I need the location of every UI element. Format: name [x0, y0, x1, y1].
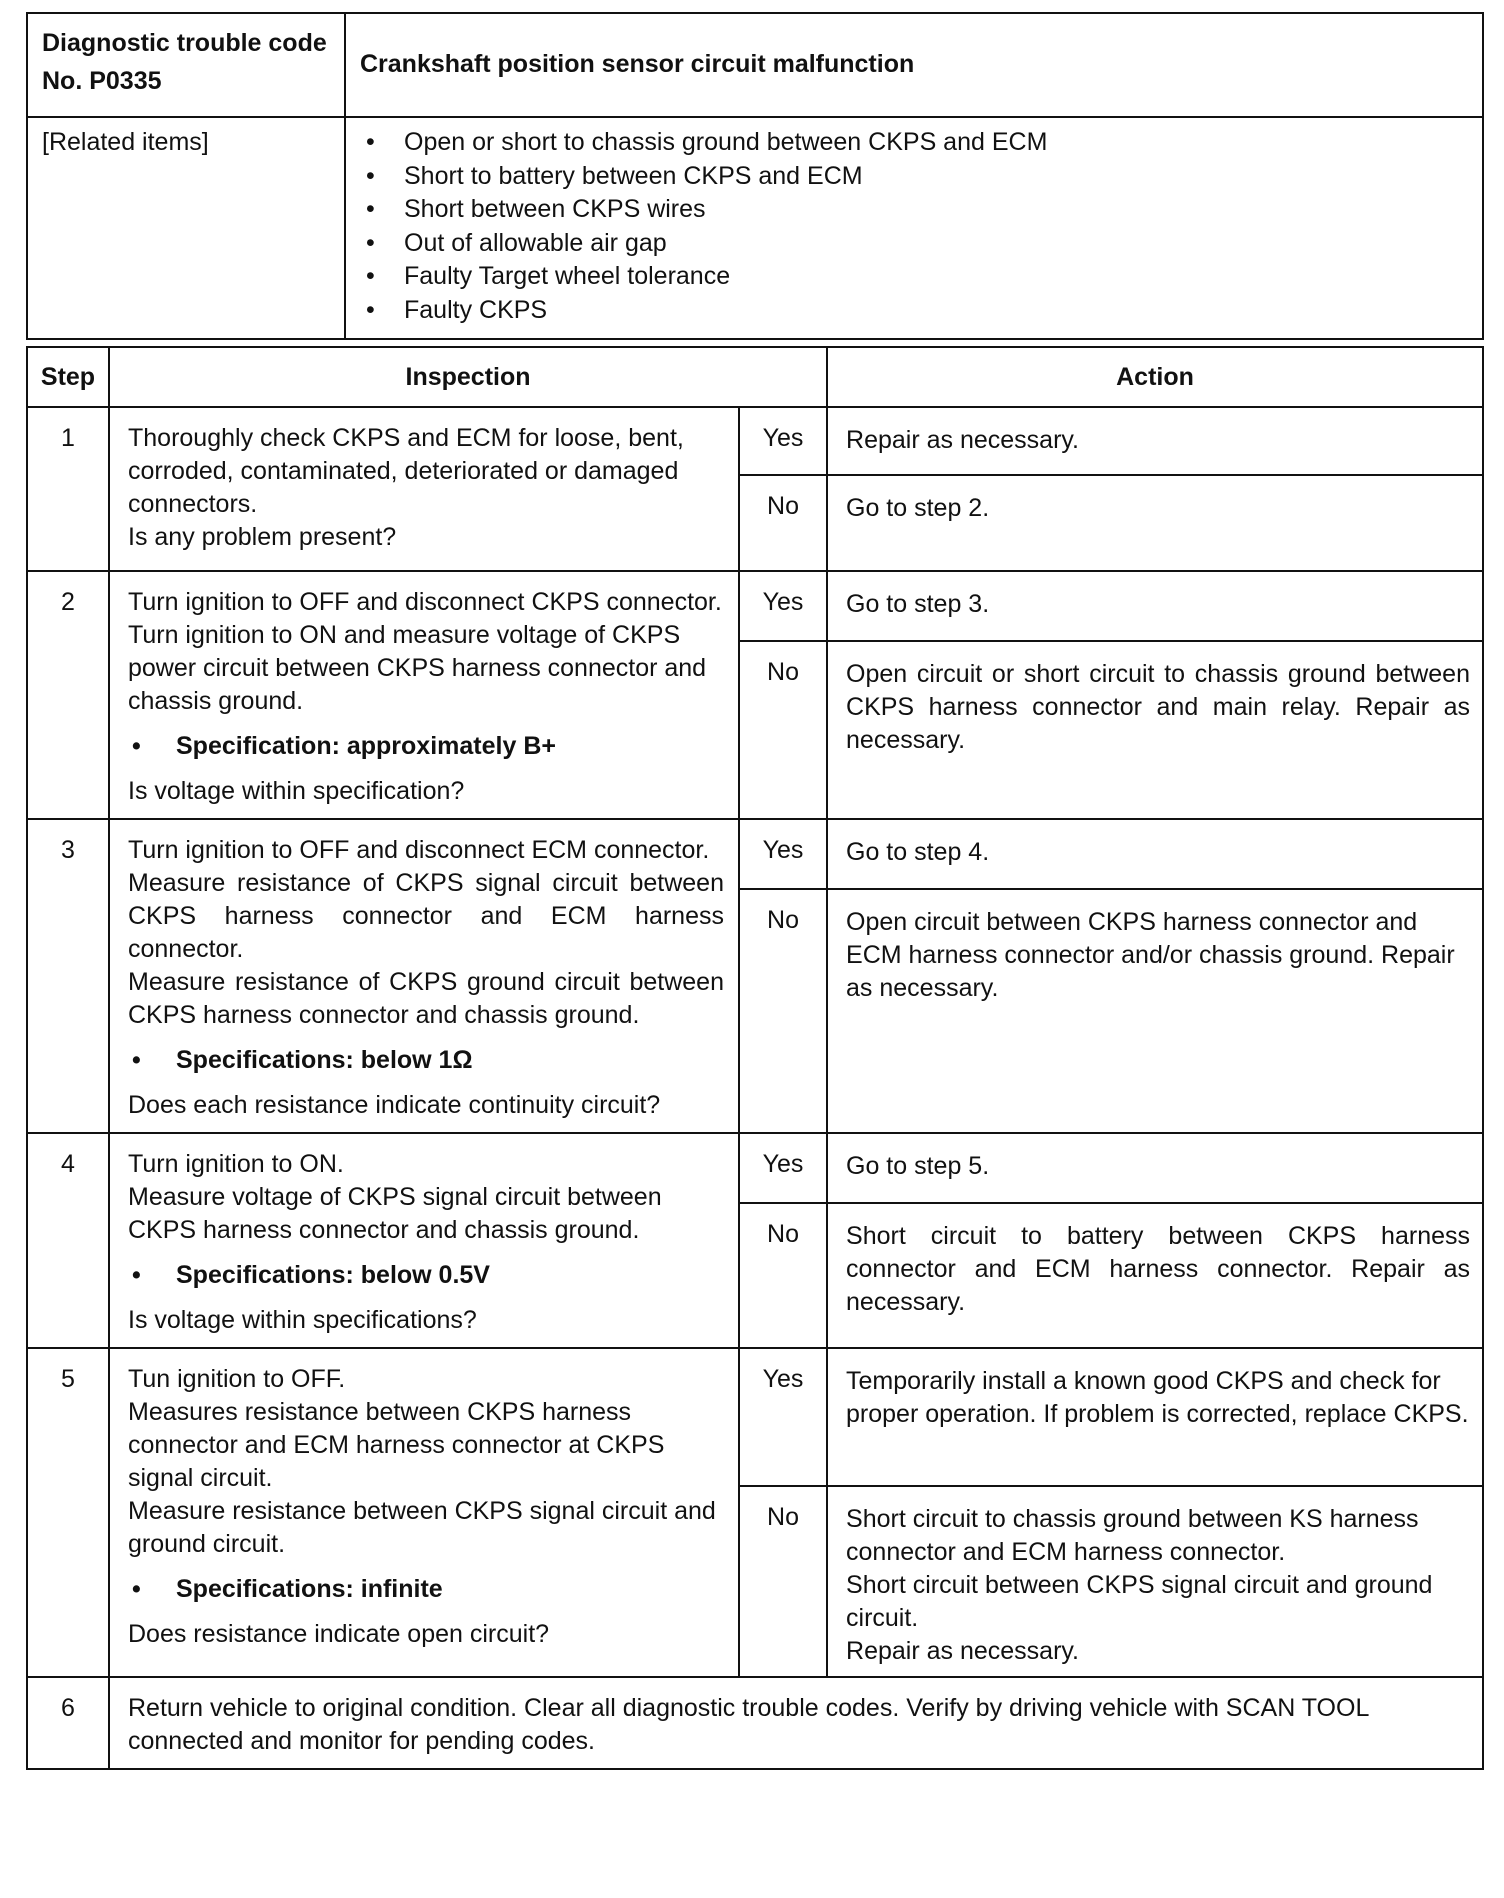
- inspection-text: Measure resistance of CKPS signal circuit between CKPS harness connector and ECM harness connector.: [128, 869, 724, 963]
- step-row: [27, 819, 1483, 889]
- step-number: 5: [27, 1348, 109, 1677]
- related-item: • Faulty CKPS: [360, 294, 1468, 328]
- dtc-title: Crankshaft position sensor circuit malfunction: [345, 13, 1483, 117]
- diagnostic-steps-table: [26, 346, 1484, 1770]
- inspection-text: Tun ignition to OFF.: [128, 1365, 346, 1393]
- no-label: No: [739, 1486, 827, 1677]
- no-action: Open circuit or short circuit to chassis ground between CKPS harness connector and main relay. Repair as necessary.: [827, 641, 1483, 819]
- yes-label: Yes: [739, 407, 827, 475]
- inspection-text: Turn ignition to ON.: [128, 1150, 344, 1178]
- no-label: No: [739, 641, 827, 819]
- related-item: • Short between CKPS wires: [360, 193, 1468, 227]
- yes-action: Go to step 3.: [827, 571, 1483, 641]
- step-row: [27, 1348, 1483, 1486]
- table-header-row: [27, 347, 1483, 407]
- specification: • Specifications: below 1Ω: [128, 1044, 724, 1077]
- no-action: [827, 1486, 1483, 1677]
- step-row: [27, 407, 1483, 475]
- no-action-line: Repair as necessary.: [846, 1637, 1079, 1665]
- step-number: 2: [27, 571, 109, 819]
- inspection-text: Measure voltage of CKPS signal circuit between CKPS harness connector and chassis ground.: [128, 1183, 662, 1244]
- related-item: • Faulty Target wheel tolerance: [360, 260, 1468, 294]
- inspection-text: Measure resistance between CKPS signal circuit and ground circuit.: [128, 1497, 716, 1558]
- column-header-inspection: Inspection: [109, 347, 827, 407]
- column-header-action: Action: [827, 347, 1483, 407]
- inspection-text: Turn ignition to OFF and disconnect CKPS connector.: [128, 588, 722, 616]
- dtc-sheet: [26, 12, 1484, 1770]
- related-items-list: [360, 126, 1468, 327]
- step-row: [27, 1133, 1483, 1203]
- no-action: Open circuit between CKPS harness connector and ECM harness connector and/or chassis ground. Repair as necessary.: [827, 889, 1483, 1133]
- step-final-text: Return vehicle to original condition. Clear all diagnostic trouble codes. Verify by driving vehicle with SCAN TOOL connected and monitor for pending codes.: [109, 1677, 1483, 1769]
- step-row: [27, 571, 1483, 641]
- related-item: • Short to battery between CKPS and ECM: [360, 160, 1468, 194]
- dtc-code-cell: [27, 13, 345, 117]
- yes-label: Yes: [739, 819, 827, 889]
- step-inspection: [109, 571, 739, 819]
- inspection-text: Turn ignition to ON and measure voltage of CKPS power circuit between CKPS harness connector and chassis ground.: [128, 621, 707, 715]
- inspection-text: Measure resistance of CKPS ground circuit between CKPS harness connector and chassis ground.: [128, 968, 724, 1029]
- step-inspection: [109, 819, 739, 1133]
- step-inspection: [109, 1348, 739, 1677]
- yes-action: Repair as necessary.: [827, 407, 1483, 475]
- inspection-text: Thoroughly check CKPS and ECM for loose, bent, corroded, contaminated, deteriorated or damaged connectors.: [128, 424, 684, 518]
- inspection-question: Is voltage within specification?: [128, 777, 465, 805]
- specification: • Specifications: below 0.5V: [128, 1259, 724, 1292]
- yes-label: Yes: [739, 1348, 827, 1486]
- related-item: • Open or short to chassis ground between CKPS and ECM: [360, 126, 1468, 160]
- dtc-header-table: [26, 12, 1484, 340]
- related-items-label: [Related items]: [27, 117, 345, 339]
- yes-action: Go to step 5.: [827, 1133, 1483, 1203]
- no-action-line: Short circuit between CKPS signal circuit and ground circuit.: [846, 1571, 1433, 1632]
- no-label: No: [739, 1203, 827, 1348]
- yes-label: Yes: [739, 571, 827, 641]
- yes-label: Yes: [739, 1133, 827, 1203]
- dtc-code-label: Diagnostic trouble code: [42, 29, 327, 57]
- no-label: No: [739, 889, 827, 1133]
- no-action-line: Short circuit to chassis ground between KS harness connector and ECM harness connector.: [846, 1505, 1419, 1566]
- no-action: Go to step 2.: [827, 475, 1483, 571]
- step-row: [27, 1677, 1483, 1769]
- related-items-cell: [345, 117, 1483, 339]
- column-header-step: Step: [27, 347, 109, 407]
- inspection-question: Is any problem present?: [128, 523, 397, 551]
- specification: • Specifications: infinite: [128, 1573, 724, 1606]
- specification: • Specification: approximately B+: [128, 730, 724, 763]
- related-item: • Out of allowable air gap: [360, 227, 1468, 261]
- inspection-question: Does each resistance indicate continuity circuit?: [128, 1091, 661, 1119]
- no-action: Short circuit to battery between CKPS harness connector and ECM harness connector. Repair as necessary.: [827, 1203, 1483, 1348]
- inspection-text: Measures resistance between CKPS harness connector and ECM harness connector at CKPS signal circuit.: [128, 1398, 665, 1492]
- yes-action: Go to step 4.: [827, 819, 1483, 889]
- yes-action: Temporarily install a known good CKPS and check for proper operation. If problem is corrected, replace CKPS.: [827, 1348, 1483, 1486]
- step-number: 3: [27, 819, 109, 1133]
- dtc-code-number: No. P0335: [42, 67, 162, 95]
- step-number: 6: [27, 1677, 109, 1769]
- inspection-question: Does resistance indicate open circuit?: [128, 1620, 550, 1648]
- step-inspection: [109, 407, 739, 571]
- inspection-text: Turn ignition to OFF and disconnect ECM connector.: [128, 836, 710, 864]
- inspection-question: Is voltage within specifications?: [128, 1306, 477, 1334]
- no-label: No: [739, 475, 827, 571]
- step-number: 4: [27, 1133, 109, 1348]
- step-number: 1: [27, 407, 109, 571]
- step-inspection: [109, 1133, 739, 1348]
